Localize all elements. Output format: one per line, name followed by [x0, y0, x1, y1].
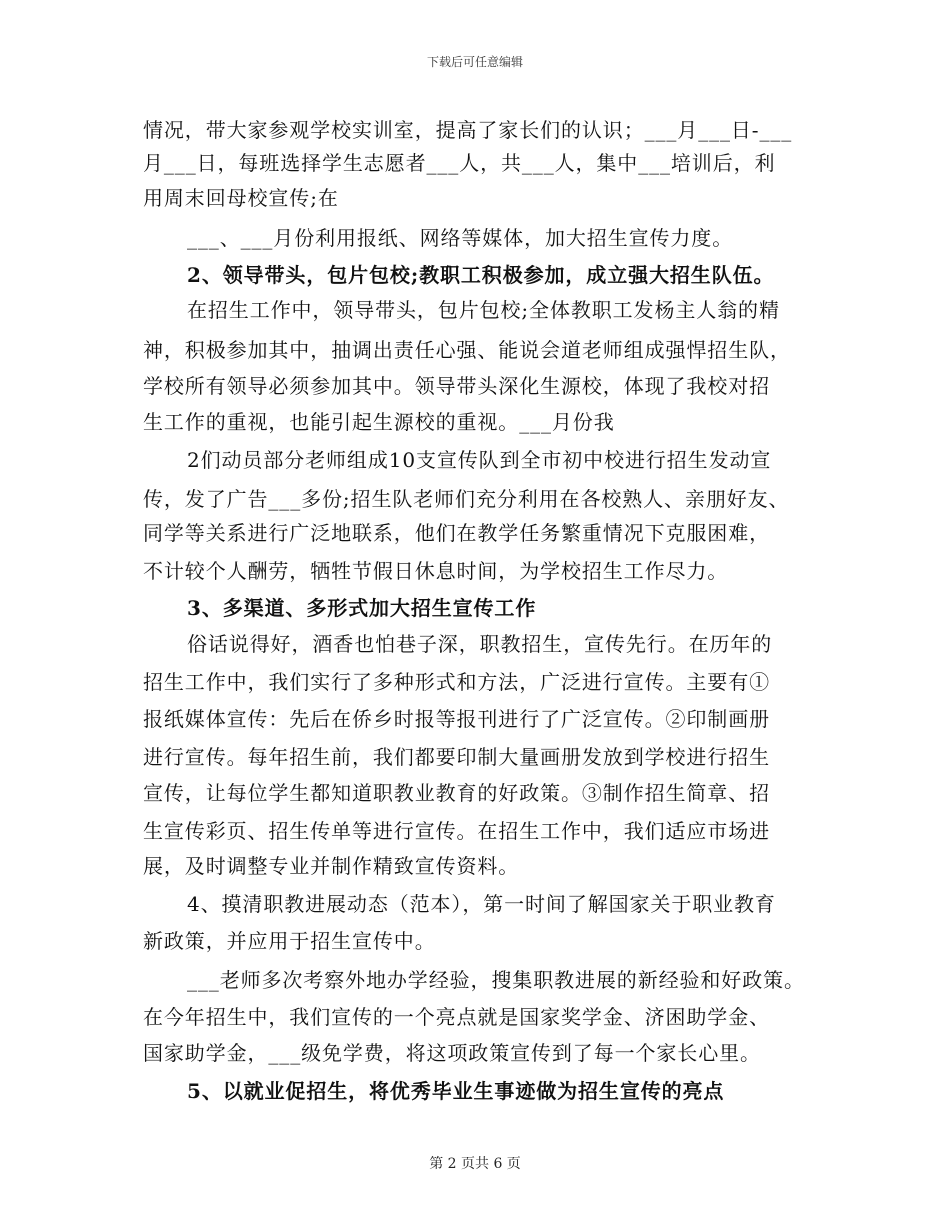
paragraph-line: 在今年招生中，我们宣传的一个亮点就是国家奖学金、济困助学金、	[143, 1005, 770, 1029]
paragraph-line: 神，积极参加其中，抽调出责任心强、能说会道老师组成强悍招生队，	[143, 338, 791, 362]
paragraph-line: 俗话说得好，酒香也怕巷子深，职教招生，宣传先行。在历年的	[187, 632, 773, 656]
section-heading: 5、以就业促招生，将优秀毕业生事迹做为招生宣传的亮点	[187, 1079, 725, 1103]
paragraph-line: 报纸媒体宣传：先后在侨乡时报等报刊进行了广泛宣传。②印制画册	[143, 707, 770, 731]
paragraph-line: 同学等关系进行广泛地联系，他们在教学任务繁重情况下克服困难，	[143, 521, 770, 545]
paragraph-line: 生工作的重视，也能引起生源校的重视。___月份我	[143, 410, 615, 434]
section-heading: 2、领导带头，包片包校;教职工积极参加，成立强大招生队伍。	[187, 263, 775, 287]
paragraph-line: 2们动员部分老师组成10支宣传队到全市初中校进行招生发动宣	[187, 448, 772, 472]
paragraph-line: 国家助学金，___级免学费，将这项政策宣传到了每一个家长心里。	[143, 1041, 761, 1065]
page-footer: 第 2 页共 6 页	[429, 1156, 521, 1172]
paragraph-line: 4、摸清职教进展动态（范本），第一时间了解国家关于职业教育	[187, 892, 776, 916]
paragraph-line: 展，及时调整专业并制作精致宣传资料。	[143, 854, 520, 878]
paragraph-line: ___、___月份利用报纸、网络等媒体，加大招生宣传力度。	[187, 226, 734, 250]
paragraph-line: 招生工作中，我们实行了多种形式和方法，广泛进行宣传。主要有①	[143, 670, 770, 694]
paragraph-line: 进行宣传。每年招生前，我们都要印制大量画册发放到学校进行招生	[143, 745, 770, 769]
paragraph-line: 新政策，并应用于招生宣传中。	[143, 929, 436, 953]
section-heading: 3、多渠道、多形式加大招生宣传工作	[187, 596, 537, 620]
paragraph-line: 不计较个人酬劳，牺牲节假日休息时间，为学校招生工作尽力。	[143, 559, 729, 583]
paragraph-line: 宣传，让每位学生都知道职教业教育的好政策。③制作招生简章、招	[143, 781, 770, 805]
paragraph-line: 月___日，每班选择学生志愿者___人，共___人，集中___培训后，利	[143, 151, 776, 175]
paragraph-line: ___老师多次考察外地办学经验，搜集职教进展的新经验和好政策。	[187, 968, 805, 992]
paragraph-line: 学校所有领导必须参加其中。领导带头深化生源校，体现了我校对招	[143, 374, 770, 398]
paragraph-line: 在招生工作中，领导带头，包片包校;全体教职工发杨主人翁的精	[187, 298, 780, 322]
paragraph-line: 用周末回母校宣传;在	[143, 186, 339, 210]
paragraph-line: 传，发了广告___多份;招生队老师们充分利用在各校熟人、亲朋好友、	[143, 487, 790, 511]
page-header: 下载后可任意编辑	[426, 55, 523, 69]
paragraph-line: 生宣传彩页、招生传单等进行宣传。在招生工作中，我们适应市场进	[143, 819, 770, 843]
paragraph-line: 情况，带大家参观学校实训室，提高了家长们的认识；___月___日-___	[143, 118, 793, 142]
